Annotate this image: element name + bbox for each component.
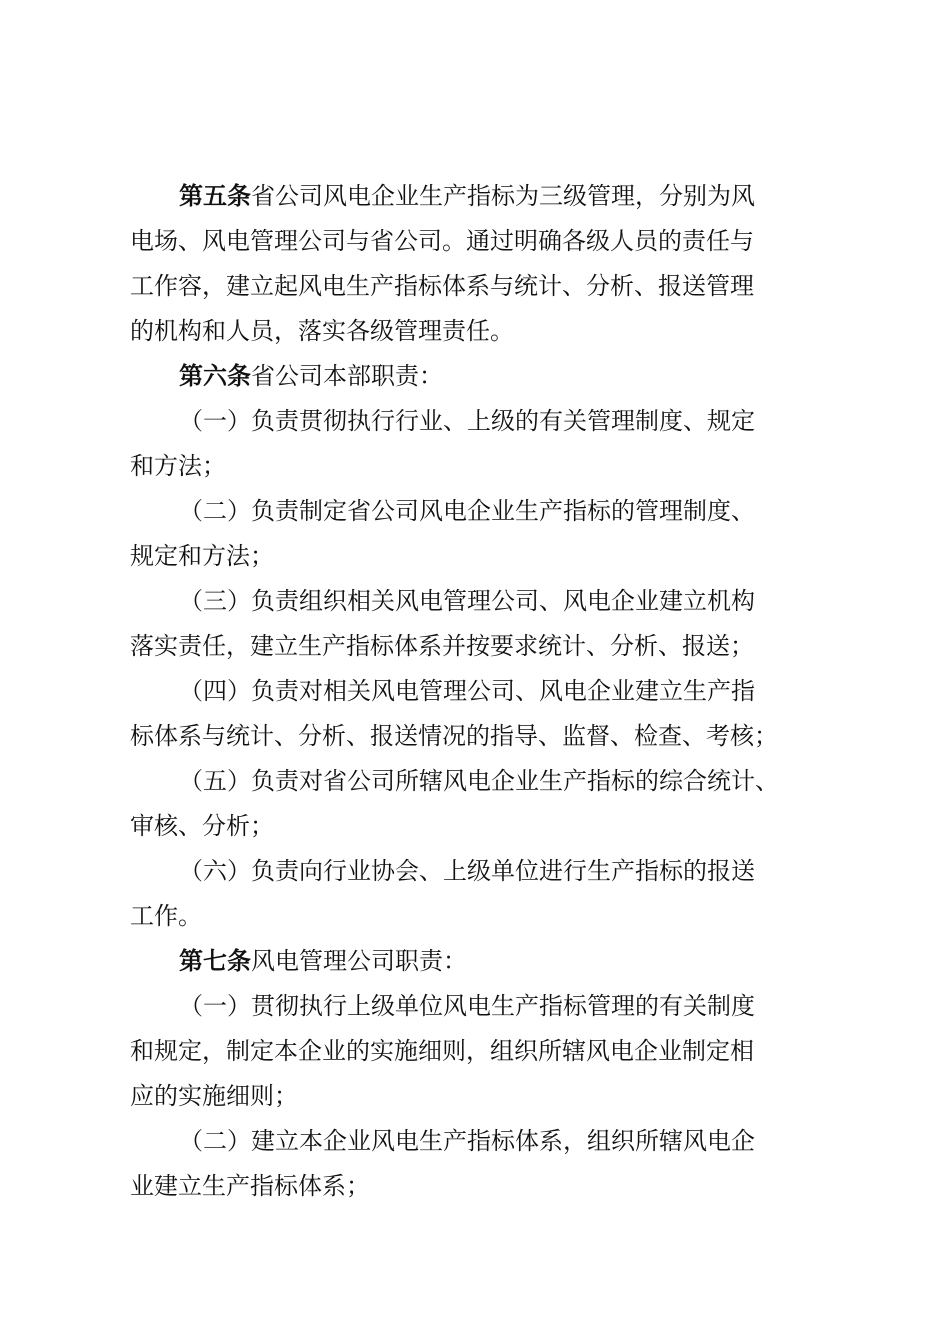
article-6-item-2-line-2: 规定和方法； bbox=[130, 542, 274, 570]
article-6-title-line bbox=[179, 361, 443, 391]
article-6-item-2-line-1: （二）负责制定省公司风电企业生产指标的管理制度、 bbox=[179, 497, 755, 525]
article-6-title: 省公司本部职责： bbox=[251, 362, 443, 390]
article-5-text: 省公司风电企业生产指标为三级管理，分别为风 bbox=[251, 182, 755, 210]
article-7-item-1-line-1: （一）贯彻执行上级单位风电生产指标管理的有关制度 bbox=[179, 992, 755, 1020]
article-6-item-6-line-1: （六）负责向行业协会、上级单位进行生产指标的报送 bbox=[179, 857, 755, 885]
article-7-item-2-line-1: （二）建立本企业风电生产指标体系，组织所辖风电企 bbox=[179, 1127, 755, 1155]
article-5-line-4: 的机构和人员，落实各级管理责任。 bbox=[130, 317, 514, 345]
article-6-item-1-line-2: 和方法； bbox=[130, 452, 226, 480]
article-6-item-1-line-1: （一）负责贯彻执行行业、上级的有关管理制度、规定 bbox=[179, 407, 755, 435]
article-6-item-5-line-1: （五）负责对省公司所辖风电企业生产指标的综合统计、 bbox=[179, 767, 779, 795]
article-6-item-4-line-1: （四）负责对相关风电管理公司、风电企业建立生产指 bbox=[179, 677, 755, 705]
article-5-line-3: 工作容，建立起风电生产指标体系与统计、分析、报送管理 bbox=[130, 272, 754, 300]
article-5-line-1 bbox=[179, 181, 755, 211]
article-6-item-3-line-2: 落实责任，建立生产指标体系并按要求统计、分析、报送； bbox=[130, 632, 754, 660]
article-6-item-4-line-2: 标体系与统计、分析、报送情况的指导、监督、检查、考核； bbox=[130, 722, 778, 750]
article-6-item-5-line-2: 审核、分析； bbox=[130, 812, 274, 840]
article-5-line-2: 电场、风电管理公司与省公司。通过明确各级人员的责任与 bbox=[130, 227, 754, 255]
article-7-item-1-line-2: 和规定，制定本企业的实施细则，组织所辖风电企业制定相 bbox=[130, 1037, 754, 1065]
article-7-title-line bbox=[179, 946, 467, 976]
article-6-item-6-line-2: 工作。 bbox=[130, 902, 202, 930]
article-7-item-2-line-2: 业建立生产指标体系； bbox=[130, 1172, 370, 1200]
article-6-heading: 第六条 bbox=[179, 361, 251, 390]
article-5-heading: 第五条 bbox=[179, 181, 251, 210]
article-7-title: 风电管理公司职责： bbox=[251, 947, 467, 975]
article-7-heading: 第七条 bbox=[179, 946, 251, 975]
article-7-item-1-line-3: 应的实施细则； bbox=[130, 1082, 298, 1110]
article-6-item-3-line-1: （三）负责组织相关风电管理公司、风电企业建立机构 bbox=[179, 587, 755, 615]
